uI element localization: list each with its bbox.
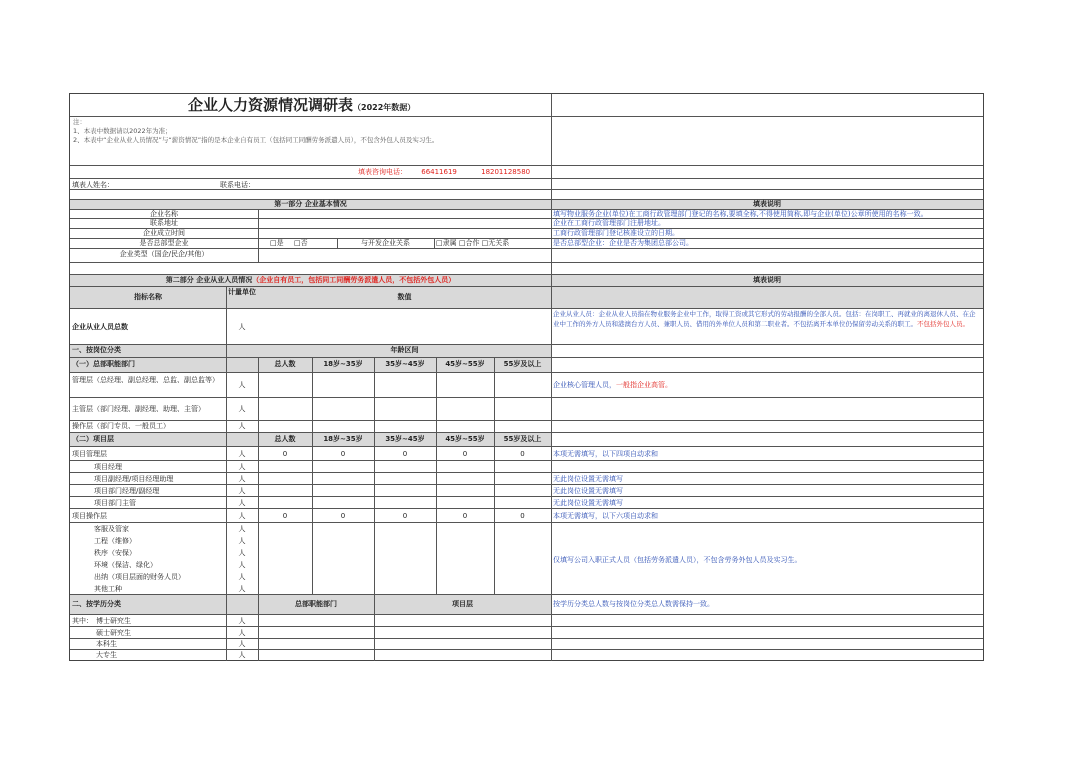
note-line-3: 2、本表中“企业从业人员情况”与“薪资情况”指的是本企业自有员工（包括同工同酬劳务派遣人员），不包含外包人员及实习生。 bbox=[73, 136, 439, 144]
proj-mgmt-35-45: 0 bbox=[402, 450, 408, 458]
hotline-phone-1: 66411619 bbox=[421, 168, 457, 176]
ops-other-label: 其他工种 bbox=[94, 585, 122, 593]
part1-desc-header: 填表说明 bbox=[753, 200, 781, 208]
proj-deputy-label: 项目副经理/项目经理助理 bbox=[94, 475, 174, 483]
company-name-desc: 填写物业服务企业(单位)在工商行政管理部门登记的名称,要填全称,不得使用简称,即与企业(单位)公章所使用的名称一致。 bbox=[553, 210, 928, 218]
proj-manager-label: 项目经理 bbox=[94, 463, 122, 471]
by-edu-label: 二、按学历分类 bbox=[72, 600, 121, 608]
hotline bbox=[358, 167, 530, 177]
ops-security-unit: 人 bbox=[238, 549, 246, 557]
proj-ops-sub-desc: 仅填写公司入职正式人员（包括劳务派遣人员），不包含劳务外包人员及实习生。 bbox=[553, 556, 802, 564]
col-value: 数值 bbox=[397, 293, 412, 301]
edu-master-label: 硕士研究生 bbox=[96, 629, 131, 637]
dev-relation-options[interactable]: □隶属 □合作 □无关系 bbox=[436, 239, 510, 247]
edu-master-unit: 人 bbox=[238, 629, 246, 637]
age-col-18-35: 18岁~35岁 bbox=[323, 360, 363, 368]
company-name-label: 企业名称 bbox=[150, 210, 178, 218]
hotline-phone-2: 18201128580 bbox=[481, 168, 531, 176]
hotline-label: 填表咨询电话： bbox=[358, 168, 407, 176]
ops-engineering-unit: 人 bbox=[238, 537, 246, 545]
edu-college-unit: 人 bbox=[238, 651, 246, 659]
ops-security-label: 秩序（安保） bbox=[94, 549, 136, 557]
total-employees-desc bbox=[553, 310, 981, 329]
survey-sheet bbox=[69, 93, 984, 661]
by-position-label: 一、按岗位分类 bbox=[72, 346, 121, 354]
hq-mgmt-unit: 人 bbox=[238, 381, 246, 389]
hq-mgmt-desc-red: 一般指企业高管。 bbox=[616, 381, 672, 389]
part2-desc-header: 填表说明 bbox=[753, 276, 781, 284]
company-type-label: 企业类型（国企/民企/其他） bbox=[119, 250, 209, 258]
ops-customer-service-label: 客服及管家 bbox=[94, 525, 129, 533]
proj-dept-supervisor-desc: 无此岗位设置无需填写 bbox=[553, 499, 623, 507]
edu-college-label: 大专生 bbox=[96, 651, 117, 659]
hq-section-label: （一）总部职能部门 bbox=[72, 360, 135, 368]
proj-ops-55-plus: 0 bbox=[520, 512, 525, 520]
proj-section-label: （二）项目层 bbox=[72, 435, 114, 443]
hq-supervisor-label: 主管层（部门经理、副经理、助理、主管） bbox=[72, 405, 205, 413]
notes-block bbox=[73, 118, 548, 145]
proj-age-col-45-55: 45岁~55岁 bbox=[445, 435, 485, 443]
proj-ops-label: 项目操作层 bbox=[72, 512, 107, 520]
hq-yes-checkbox[interactable]: □是 bbox=[270, 239, 284, 247]
proj-age-col-35-45: 35岁~45岁 bbox=[385, 435, 425, 443]
proj-ops-18-35: 0 bbox=[340, 512, 346, 520]
proj-age-col-total: 总人数 bbox=[274, 435, 296, 443]
hq-ops-unit: 人 bbox=[238, 422, 246, 430]
address-desc: 企业在工商行政管理部门注册地址。 bbox=[553, 219, 665, 227]
col-indicator: 指标名称 bbox=[134, 293, 162, 301]
ops-cashier-label: 出纳（项目层面的财务人员） bbox=[94, 573, 185, 581]
title-main: 企业人力资源情况调研表 bbox=[188, 96, 354, 114]
edu-col-hq: 总部职能部门 bbox=[295, 600, 337, 608]
col-unit: 计量单位 bbox=[228, 288, 256, 296]
proj-deputy-unit: 人 bbox=[238, 475, 246, 483]
note-line-2: 1、本表中数据请以2022年为准； bbox=[73, 127, 172, 135]
hq-mgmt-desc bbox=[553, 380, 672, 390]
proj-dept-manager-desc: 无此岗位设置无需填写 bbox=[553, 487, 623, 495]
proj-ops-unit: 人 bbox=[238, 512, 246, 520]
hq-type-desc: 是否总部型企业：企业是否为集团总部公司。 bbox=[553, 239, 693, 247]
hq-no-checkbox[interactable]: □否 bbox=[294, 239, 308, 247]
edu-prefix: 其中： bbox=[72, 617, 93, 625]
part2-header-text: 第二部分 企业从业人员情况 bbox=[165, 276, 253, 284]
founded-label: 企业成立时间 bbox=[143, 229, 185, 237]
edu-desc: 按学历分类总人数与按岗位分类总人数需保持一致。 bbox=[553, 600, 714, 608]
ops-environment-label: 环境（保洁、绿化） bbox=[94, 561, 157, 569]
hq-mgmt-desc-text: 企业核心管理人员， bbox=[553, 381, 616, 389]
proj-age-col-55-plus: 55岁及以上 bbox=[503, 435, 542, 443]
dev-relation-label: 与开发企业关系 bbox=[361, 239, 410, 247]
part1-header: 第一部分 企业基本情况 bbox=[274, 200, 347, 208]
proj-dept-supervisor-label: 项目部门主管 bbox=[94, 499, 136, 507]
edu-phd-label: 博士研究生 bbox=[96, 617, 131, 625]
filler-phone-label: 联系电话： bbox=[220, 181, 255, 189]
ops-other-unit: 人 bbox=[238, 585, 246, 593]
hq-mgmt-label: 管理层（总经理、副总经理、总监、副总监等） bbox=[72, 376, 219, 384]
title-year: （2022年数据） bbox=[353, 103, 416, 112]
proj-mgmt-desc: 本项无需填写，以下四项自动求和 bbox=[553, 450, 658, 458]
proj-ops-total: 0 bbox=[282, 512, 288, 520]
address-label: 联系地址 bbox=[150, 219, 178, 227]
edu-phd-unit: 人 bbox=[238, 617, 246, 625]
proj-ops-desc: 本项无需填写，以下六项自动求和 bbox=[553, 512, 658, 520]
total-desc-red: 不包括外包人员。 bbox=[917, 319, 969, 328]
proj-dept-supervisor-unit: 人 bbox=[238, 499, 246, 507]
age-col-55-plus: 55岁及以上 bbox=[503, 360, 542, 368]
proj-deputy-desc: 无此岗位设置无需填写 bbox=[553, 475, 623, 483]
proj-mgmt-55-plus: 0 bbox=[520, 450, 525, 458]
age-col-45-55: 45岁~55岁 bbox=[445, 360, 485, 368]
total-employees-unit: 人 bbox=[238, 323, 246, 331]
ops-engineering-label: 工程（维修） bbox=[94, 537, 136, 545]
page-title bbox=[188, 95, 415, 118]
proj-mgmt-label: 项目管理层 bbox=[72, 450, 107, 458]
ops-environment-unit: 人 bbox=[238, 561, 246, 569]
edu-col-project: 项目层 bbox=[452, 600, 473, 608]
proj-age-col-18-35: 18岁~35岁 bbox=[323, 435, 363, 443]
edu-bachelor-label: 本科生 bbox=[96, 640, 117, 648]
hq-type-label: 是否总部型企业 bbox=[139, 239, 189, 247]
part2-header bbox=[70, 275, 551, 285]
age-range-label: 年龄区间 bbox=[390, 346, 419, 354]
proj-mgmt-18-35: 0 bbox=[340, 450, 346, 458]
total-employees-label: 企业从业人员总数 bbox=[72, 323, 128, 331]
proj-dept-manager-label: 项目部门经理/副经理 bbox=[94, 487, 160, 495]
age-col-35-45: 35岁~45岁 bbox=[385, 360, 425, 368]
proj-dept-manager-unit: 人 bbox=[238, 487, 246, 495]
proj-mgmt-total: 0 bbox=[282, 450, 288, 458]
founded-desc: 工商行政管理部门登记核准设立的日期。 bbox=[553, 229, 679, 237]
proj-ops-45-55: 0 bbox=[462, 512, 468, 520]
note-line-1: 注： bbox=[73, 118, 86, 126]
proj-manager-unit: 人 bbox=[238, 463, 246, 471]
part2-header-red: （企业自有员工，包括同工同酬劳务派遣人员，不包括外包人员） bbox=[252, 276, 456, 284]
hq-supervisor-unit: 人 bbox=[238, 405, 246, 413]
proj-mgmt-45-55: 0 bbox=[462, 450, 468, 458]
filler-name-label: 填表人姓名： bbox=[72, 181, 114, 189]
ops-cashier-unit: 人 bbox=[238, 573, 246, 581]
edu-bachelor-unit: 人 bbox=[238, 640, 246, 648]
ops-customer-service-unit: 人 bbox=[238, 525, 246, 533]
proj-ops-35-45: 0 bbox=[402, 512, 408, 520]
hq-ops-label: 操作层（部门专员、一般员工） bbox=[72, 422, 170, 430]
total-desc-text: 企业从业人员：企业从业人员指在物业服务企业中工作，取得工资或其它形式的劳动报酬的全部人员。包括：在岗职工、再就业的离退休人员、在企业中工作的外方人员和港澳台方人员、兼职人员、借用的外单位人员和第二职业者。不包括离开本单位仍保留劳动关系的职工。 bbox=[553, 310, 976, 328]
age-col-total: 总人数 bbox=[274, 360, 296, 368]
proj-mgmt-unit: 人 bbox=[238, 450, 246, 458]
